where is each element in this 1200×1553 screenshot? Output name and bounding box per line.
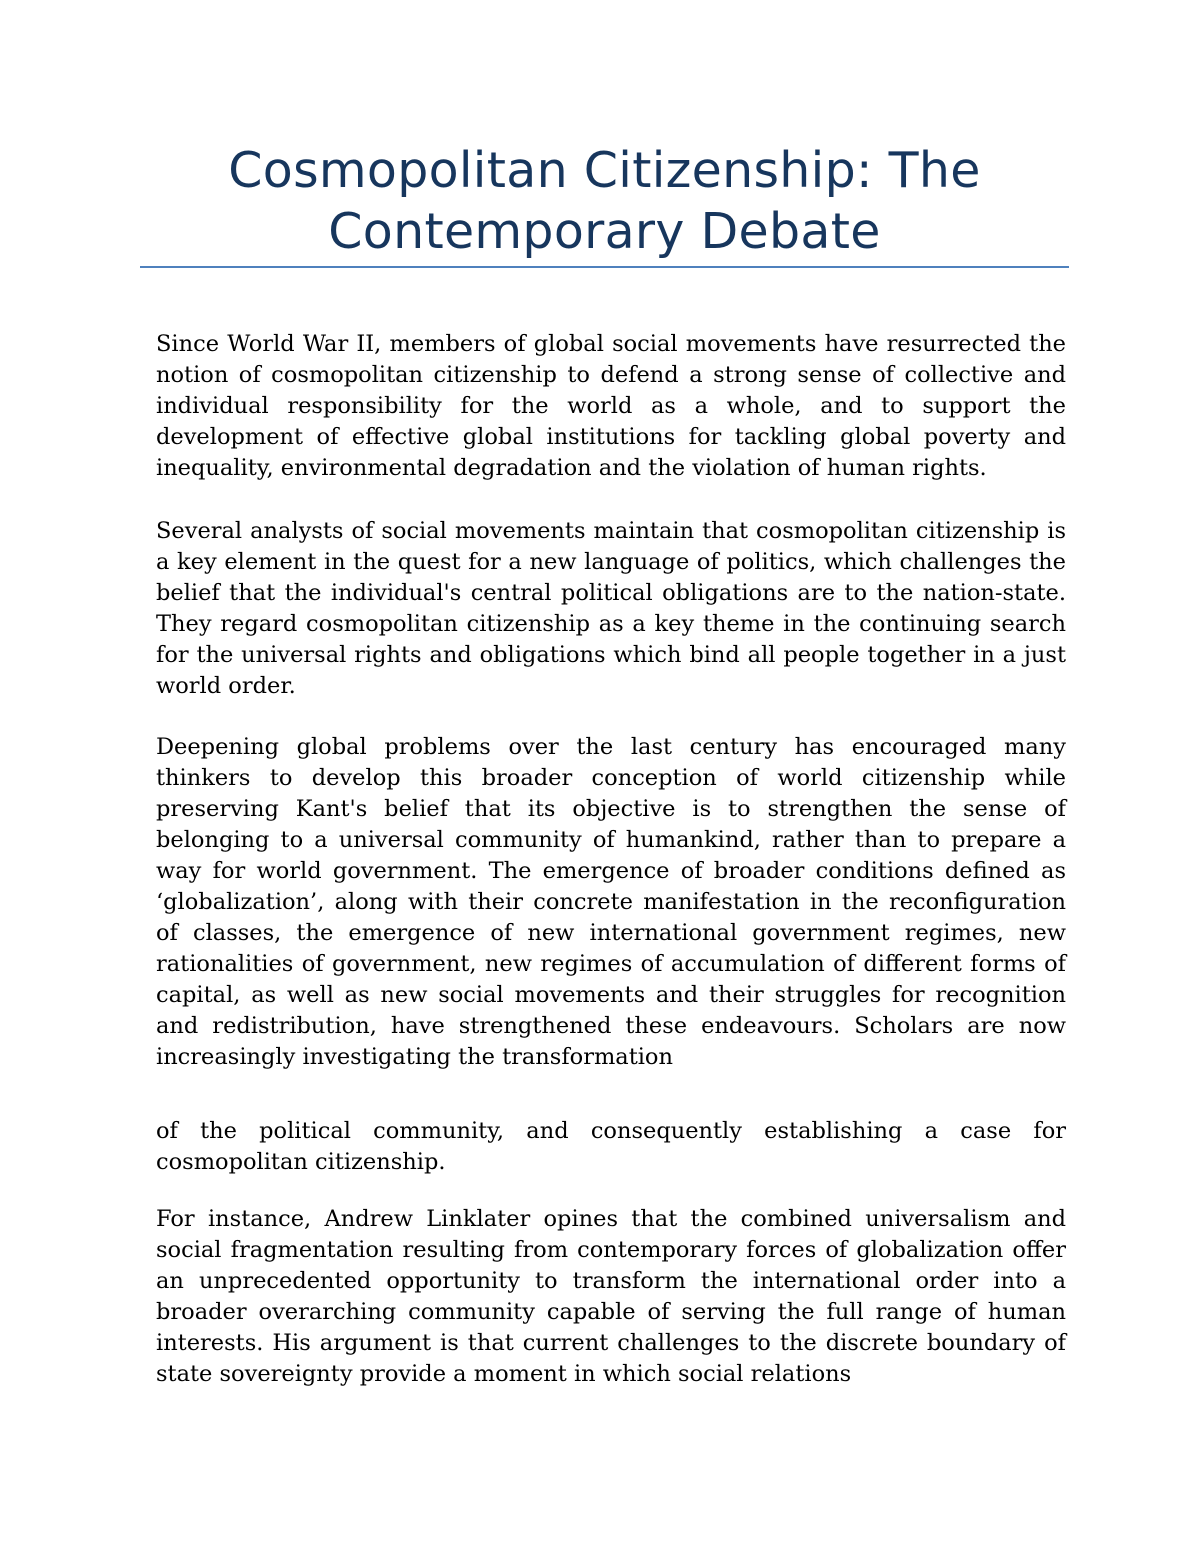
paragraph-5: For instance, Andrew Linklater opines that the combined universalism and social fragmentation resulting from contemporary forces of globalization offer an unprecedented opportunity to transform the international order into a broader overarching community capable of serving the full range of human interests. His argument is that current challenges to the discrete boundary of state sovereignty provide a moment in which social relations xyxy=(156,1206,1066,1387)
title-line-2: Contemporary Debate xyxy=(328,203,881,260)
paragraph-2: Several analysts of social movements maintain that cosmopolitan citizenship is a key element in the quest for a new language of politics, which challenges the belief that the individual's central political obligations are to the nation-state. They regard cosmopolitan citizenship as a key theme in the continuing search for the universal rights and obligations which bind all people together in a just world order. xyxy=(156,518,1066,699)
paragraph-4: of the political community, and consequently establishing a case for cosmopolitan citizenship. xyxy=(156,1118,1066,1175)
document-title xyxy=(140,140,1069,262)
title-underline xyxy=(140,266,1069,268)
title-line-1: Cosmopolitan Citizenship: The xyxy=(228,142,981,199)
paragraph-1: Since World War II, members of global social movements have resurrected the notion of cosmopolitan citizenship to defend a strong sense of collective and individual responsibility for the world as a whole, and to support the development of effective global institutions for tackling global poverty and inequality, environmental degradation and the violation of human rights. xyxy=(156,331,1066,481)
paragraph-3: Deepening global problems over the last century has encouraged many thinkers to develop this broader conception of world citizenship while preserving Kant's belief that its objective is to strengthen the sense of belonging to a universal community of humankind, rather than to prepare a way for world government. The emergence of broader conditions defined as ‘globalization’, along with their concrete manifestation in the reconfiguration of classes, the emergence of new international government regimes, new rationalities of government, new regimes of accumulation of different forms of capital, as well as new social movements and their struggles for recognition and redistribution, have strengthened these endeavours. Scholars are now increasingly investigating the transformation xyxy=(156,734,1066,1070)
